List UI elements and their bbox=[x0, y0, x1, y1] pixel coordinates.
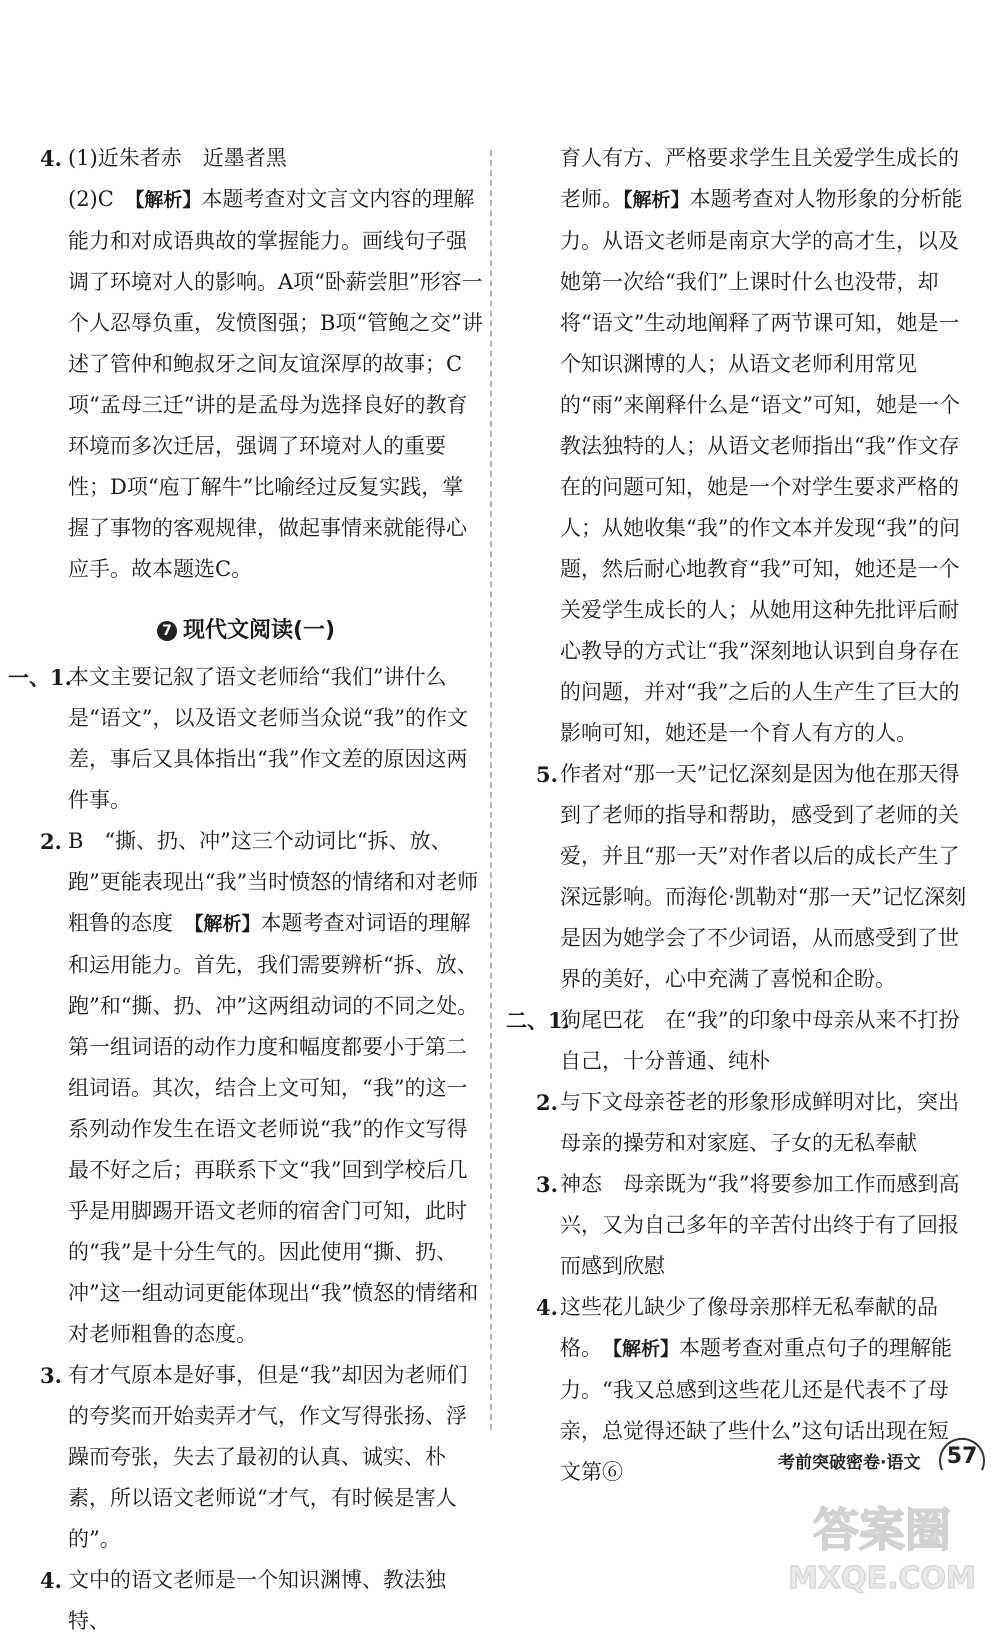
answer-1-3 bbox=[8, 1355, 484, 1560]
question-number: 4. bbox=[40, 146, 62, 171]
question-number: 3. bbox=[40, 1363, 62, 1388]
left-column bbox=[8, 138, 484, 1642]
page-number bbox=[936, 1432, 988, 1482]
page-footer-title: 考前突破密卷·语文 bbox=[778, 1453, 921, 1473]
answer-1-4-continued bbox=[506, 138, 968, 754]
watermark-logo-text: 答案圈 bbox=[813, 1503, 951, 1557]
answer-1-2 bbox=[8, 821, 484, 1355]
answer-2-3 bbox=[506, 1164, 968, 1287]
answer-4-part1 bbox=[8, 138, 484, 179]
answer-text: 作者对“那一天”记忆深刻是因为他在那天得到了老师的指导和帮助，感受到了老师的关爱，并且“那一天”对作者以后的成长产生了深远影响。而海伦·凯勒对“那一天”记忆深刻是因为她学会了不少词语，从而感受到了世界的美好，心中充满了喜悦和企盼。 bbox=[560, 762, 967, 991]
answer-2-1 bbox=[506, 1000, 968, 1082]
analysis-tag: 【解析】 bbox=[194, 913, 261, 935]
analysis-text: 本题考查对文言文内容的理解能力和对成语典故的掌握能力。画线句子强调了环境对人的影响。A项“卧薪尝胆”形容一个人忍辱负重，发愤图强；B项“管鲍之交”讲述了管仲和鲍叔牙之间友谊深厚的故事；C项“孟母三迁”讲的是孟母为选择良好的教育环境而多次迁居，强调了环境对人的重要性；D项“庖丁解牛”比喻经过反复实践，掌握了事物的客观规律，做起事情来就能得心应手。故本题选C。 bbox=[68, 187, 483, 581]
answer-text: 这些花儿缺少了像母亲那样无私奉献的品格。 bbox=[560, 1295, 938, 1360]
question-number: 5. bbox=[536, 762, 558, 787]
question-number: 二、1. bbox=[506, 1008, 570, 1033]
answer-text: 文中的语文老师是一个知识渊博、教法独特、 bbox=[68, 1568, 446, 1633]
answer-text: 与下文母亲苍老的形象形成鲜明对比，突出母亲的操劳和对家庭、子女的无私奉献 bbox=[560, 1090, 959, 1155]
answer-text: (1)近朱者赤 近墨者黑 bbox=[68, 146, 287, 170]
analysis-text: 本题考查对人物形象的分析能力。从语文老师是南京大学的高才生，以及她第一次给“我们”上课时什么也没带，却将“语文”生动地阐释了两节课可知，她是一个知识渊博的人；从语文老师利用常见的“雨”来阐释什么是“语文”可知，她是一个教法独特的人；从语文老师指出“我”作文存在的问题可知，她是一个对学生要求严格的人；从她收集“我”的作文本并发现“我”的问题，然后耐心地教育“我”可知，她还是一个关爱学生成长的人；从她用这种先批评后耐心教导的方式让“我”深刻地认识到自身存在的问题，并对“我”之后的人生产生了巨大的影响可知，她还是一个育人有方的人。 bbox=[560, 187, 963, 745]
answer-text: 本文主要记叙了语文老师给“我们”讲什么是“语文”，以及语文老师当众说“我”的作文差，事后又具体指出“我”作文差的原因这两件事。 bbox=[68, 665, 468, 812]
answer-text: 有才气原本是好事，但是“我”却因为老师们的夸奖而开始卖弄才气，作文写得张扬、浮躁而夸张，失去了最初的认真、诚实、朴素，所以语文老师说“才气，有时候是害人的”。 bbox=[68, 1363, 468, 1551]
answer-1-1 bbox=[8, 657, 484, 821]
question-number: 3. bbox=[536, 1172, 558, 1197]
analysis-text: 本题考查对词语的理解和运用能力。首先，我们需要辨析“拆、放、跑”和“撕、扔、冲”这两组动词的不同之处。第一组词语的动作力度和幅度都要小于第二组词语。其次，结合上文可知，“我”的这一系列动作发生在语文老师说“我”的作文写得最不好之后；再联系下文“我”回到学校后几乎是用脚踢开语文老师的宿舍门可知，此时的“我”是十分生气的。因此使用“撕、扔、冲”这一组动词更能体现出“我”愤怒的情绪和对老师粗鲁的态度。 bbox=[68, 911, 479, 1346]
page-number-text: 57 bbox=[946, 1444, 978, 1469]
section-number-badge: 7 bbox=[157, 621, 177, 641]
question-number: 4. bbox=[40, 1568, 62, 1593]
question-number: 2. bbox=[40, 829, 62, 854]
answer-1-5 bbox=[506, 754, 968, 1000]
question-number: 一、1. bbox=[8, 665, 72, 690]
section-title-text: 现代文阅读(一) bbox=[182, 618, 336, 643]
column-divider bbox=[490, 150, 492, 1430]
answer-text: 育人有方、严格要求学生且关爱学生成长的老师。 bbox=[560, 146, 959, 211]
analysis-tag: 【解析】 bbox=[612, 1338, 680, 1360]
page-number-ring-icon bbox=[936, 1432, 988, 1482]
answer-text: (2)C bbox=[68, 187, 135, 211]
question-number: 4. bbox=[536, 1295, 558, 1320]
answer-4-part2 bbox=[8, 179, 484, 590]
watermark-logo bbox=[770, 1488, 990, 1596]
section-title bbox=[8, 610, 484, 651]
analysis-text: 本题考查对重点句子的理解能力。“我又总感到这些花儿还是代表不了母亲，总觉得还缺了些什么”这句话出现在短文第⑥ bbox=[560, 1336, 953, 1484]
right-column bbox=[506, 138, 968, 1493]
answer-text: 神态 母亲既为“我”将要参加工作而感到高兴，又为自己多年的辛苦付出终于有了回报而感到欣慰 bbox=[560, 1172, 960, 1278]
analysis-tag: 【解析】 bbox=[134, 189, 202, 211]
answer-1-4 bbox=[8, 1560, 484, 1642]
watermark-url-text: MXQE.COM bbox=[788, 1561, 976, 1596]
answer-2-2 bbox=[506, 1082, 968, 1164]
question-number: 2. bbox=[536, 1090, 558, 1115]
analysis-tag: 【解析】 bbox=[623, 189, 690, 211]
answer-text: B “撕、扔、冲”这三个动词比“拆、放、跑”更能表现出“我”当时愤怒的情绪和对老师粗鲁的态度 bbox=[68, 829, 479, 935]
answer-text: 狗尾巴花 在“我”的印象中母亲从来不打扮自己，十分普通、纯朴 bbox=[560, 1008, 960, 1073]
